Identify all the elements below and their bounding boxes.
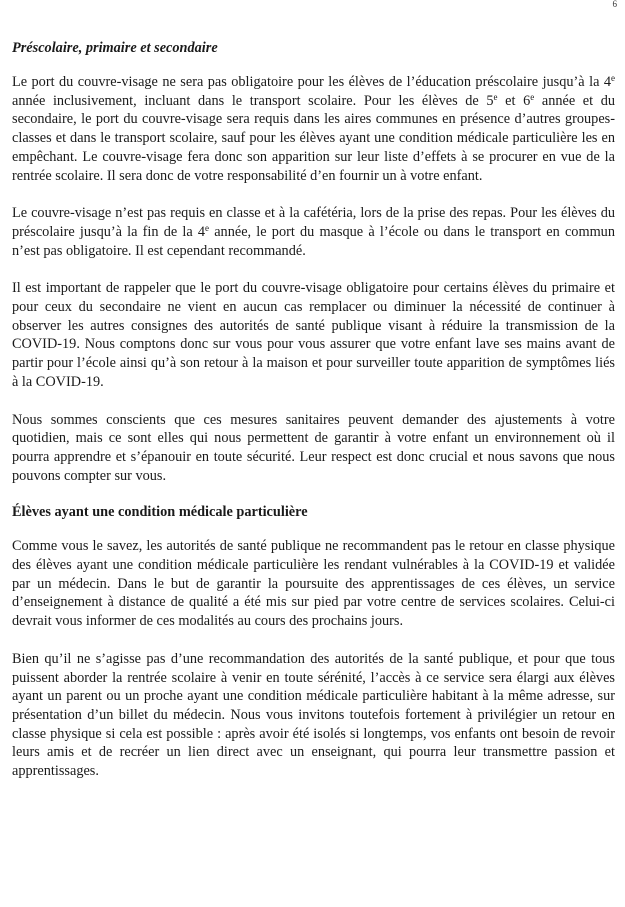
page-number: 6 [612,0,617,9]
paragraph: Bien qu’il ne s’agisse pas d’une recommandation des autorités de la santé publique, et pour que tous puissent aborder la rentrée scolaire à venir en toute sérénité, l’accès à ce service sera élargi aux élèves ayant un parent ou un proche ayant une condition médicale particulière habitant à la même adresse, sur présentation d’un billet du médecin. Nous vous invitons toutefois fortement à privilégier un retour en classe physique si cela est possible : après avoir été isolés si longtemps, vos enfants ont besoin de revoir leurs amis et de recréer un lien direct avec un enseignant, qui pourra leur transmettre passion et apprentissages. [12,650,615,780]
paragraph: Le port du couvre-visage ne sera pas obligatoire pour les élèves de l’éducation préscolaire jusqu’à la 4e année inclusivement, incluant dans le transport scolaire. Pour les élèves de 5e et 6e année et du secondaire, le port du couvre-visage sera requis dans les aires communes en présence d’autres groupes-classes et dans le transport scolaire, sauf pour les élèves ayant une condition médicale particulière les en empêchant. Le couvre-visage fera donc son apparition sur leur liste d’effets à se procurer en vue de la rentrée scolaire. Il sera donc de votre responsabilité d’en fournir un à votre enfant. [12,73,616,184]
paragraph: Nous sommes conscients que ces mesures sanitaires peuvent demander des ajustements à votre quotidien, mais ce sont elles qui nous permettent de garantir à votre enfant un environnement où il pourra apprendre et s’épanouir en toute sécurité. Leur respect est donc crucial et nous savons que nous pouvons compter sur vous. [12,411,615,484]
paragraph: Le couvre-visage n’est pas requis en classe et à la cafétéria, lors de la prise des repas. Pour les élèves du préscolaire jusqu’à la fin de la 4e année, le port du masque à l’école ou dans le transport en commun n’est pas obligatoire. Il est cependant recommandé. [12,205,615,259]
section-heading-condition-medicale: Élèves ayant une condition médicale particulière [12,504,308,521]
paragraph: Il est important de rappeler que le port du couvre-visage obligatoire pour certains élèves du primaire et pour ceux du secondaire ne vient en aucun cas remplacer ou diminuer la nécessité de continuer à observer les autres consignes des autorités de santé publique visant à réduire la transmission de la COVID-19. Nous comptons donc sur vous pour vous assurer que votre enfant lave ses mains avant de partir pour l’école ainsi qu’à son retour à la maison et pour surveiller toute apparition de symptômes liés à la COVID-19. [12,280,615,390]
paragraph: Comme vous le savez, les autorités de santé publique ne recommandent pas le retour en classe physique des élèves ayant une condition médicale particulière les rendant vulnérables à la COVID-19 et validée par un médecin. Dans le but de garantir la poursuite des apprentissages de ces élèves, un service d’enseignement à distance de qualité a été mis sur pied par votre centre de services scolaires. Celui-ci devrait vous informer de ces modalités au cours des prochains jours. [12,538,615,630]
section-heading-prescolaire: Préscolaire, primaire et secondaire [12,40,218,56]
document-page [12,40,615,800]
